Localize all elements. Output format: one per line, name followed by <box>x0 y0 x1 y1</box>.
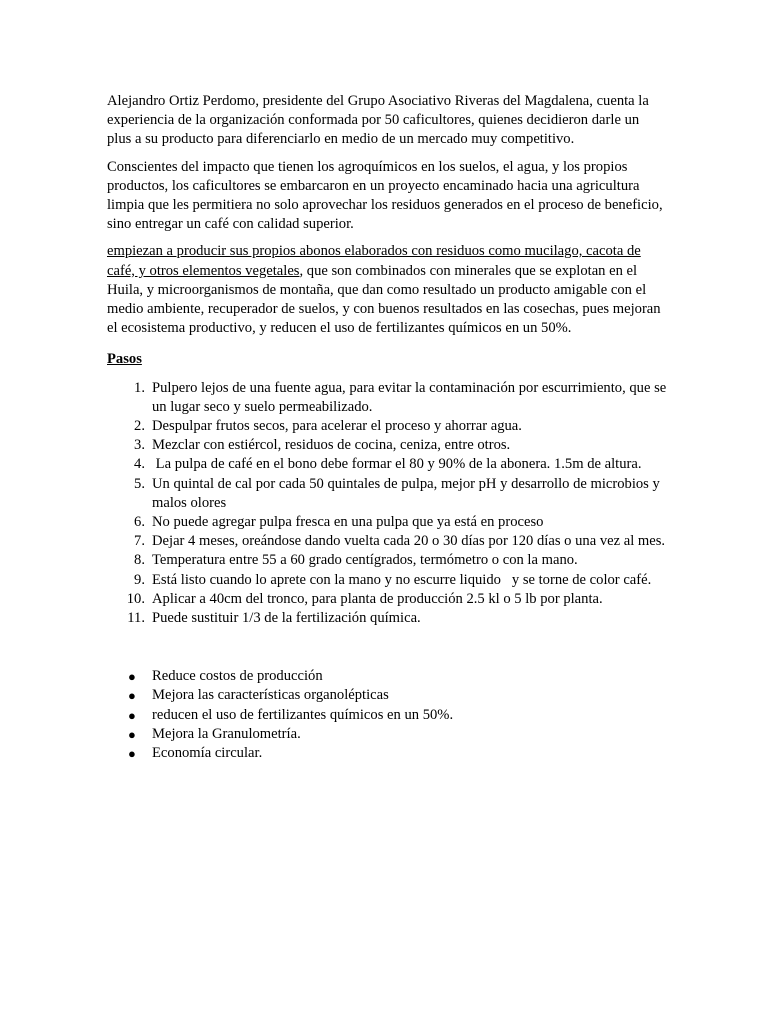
list-item <box>107 455 667 474</box>
list-item <box>107 551 667 570</box>
item-text: Temperatura entre 55 a 60 grado centígrados, termómetro o con la mano. <box>152 552 578 569</box>
bullet-icon: ● <box>128 726 136 742</box>
item-number: 10. <box>126 590 145 607</box>
bullet-icon: ● <box>128 669 136 685</box>
item-text: Un quintal de cal por cada 50 quintales de pulpa, mejor pH y desarrollo de microbios y malos olores <box>152 475 660 511</box>
spacer <box>107 628 667 667</box>
document-page <box>107 92 667 763</box>
item-text: Reduce costos de producción <box>152 668 323 685</box>
item-text: Economía circular. <box>152 745 263 762</box>
list-item <box>107 590 667 609</box>
intro-paragraph: Alejandro Ortiz Perdomo, presidente del Grupo Asociativo Riveras del Magdalena, cuenta la experiencia de la organización conformada por 50 caficultores, quienes decidieron darle un plus a su producto para diferenciarlo en medio de un mercado muy competitivo. <box>107 93 649 148</box>
list-item <box>107 686 667 705</box>
paragraph-rest: , que son combinados con minerales que se explotan en el Huila, y microorganismos de montaña, que dan como resultado un producto amigable con el medio ambiente, recuperador de suelos, y con buenos resultados en las cosechas, pues mejoran el ecosistema productivo, y reducen el uso de fertilizantes químicos en un 50%. <box>107 262 661 337</box>
item-number: 7. <box>134 533 145 550</box>
bullet-icon: ● <box>128 688 136 704</box>
item-number: 2. <box>134 418 145 435</box>
list-item <box>107 417 667 436</box>
list-item <box>107 667 667 686</box>
benefits-list <box>107 667 667 763</box>
steps-list <box>107 379 667 629</box>
steps-heading: Pasos <box>107 351 142 368</box>
list-item <box>107 513 667 532</box>
bullet-icon: ● <box>128 746 136 762</box>
item-text: Puede sustituir 1/3 de la fertilización química. <box>152 610 421 627</box>
list-item <box>107 706 667 725</box>
list-item <box>107 436 667 455</box>
list-item <box>107 379 667 417</box>
list-item <box>107 744 667 763</box>
item-number: 4. <box>134 456 145 473</box>
underlined-text: empiezan a producir sus propios abonos elaborados con residuos como mucilago, cacota de café, y otros elementos vegetales <box>107 243 641 279</box>
bullet-icon: ● <box>128 707 136 723</box>
item-text: Despulpar frutos secos, para acelerar el proceso y ahorrar agua. <box>152 418 522 435</box>
item-number: 5. <box>134 475 145 492</box>
list-item <box>107 571 667 590</box>
item-text: Mejora la Granulometría. <box>152 725 301 742</box>
item-number: 9. <box>134 571 145 588</box>
item-text: La pulpa de café en el bono debe formar el 80 y 90% de la abonera. 1.5m de altura. <box>152 456 642 473</box>
item-text: Aplicar a 40cm del tronco, para planta de producción 2.5 kl o 5 lb por planta. <box>152 590 603 607</box>
item-number: 6. <box>134 514 145 531</box>
list-item <box>107 475 667 513</box>
item-text: Pulpero lejos de una fuente agua, para evitar la contaminación por escurrimiento, que se un lugar seco y suelo permeabilizado. <box>152 379 667 415</box>
process-paragraph <box>107 242 667 338</box>
context-paragraph: Conscientes del impacto que tienen los agroquímicos en los suelos, el agua, y los propios productos, los caficultores se embarcaron en un proyecto encaminado hacia una agricultura limpia que les permitiera no solo aprovechar los residuos generados en el proceso de beneficio, sino entregar un café con calidad superior. <box>107 158 663 233</box>
item-number: 8. <box>134 552 145 569</box>
list-item <box>107 532 667 551</box>
item-number: 3. <box>134 437 145 454</box>
list-item <box>107 609 667 628</box>
item-text: Mezclar con estiércol, residuos de cocina, ceniza, entre otros. <box>152 437 511 454</box>
item-text: reducen el uso de fertilizantes químicos en un 50%. <box>152 706 454 723</box>
list-item <box>107 725 667 744</box>
item-text: Dejar 4 meses, oreándose dando vuelta cada 20 o 30 días por 120 días o una vez al mes. <box>152 533 666 550</box>
item-text: Mejora las características organolépticas <box>152 687 389 704</box>
item-number: 11. <box>127 610 145 627</box>
item-text: No puede agregar pulpa fresca en una pulpa que ya está en proceso <box>152 514 544 531</box>
item-text: Está listo cuando lo aprete con la mano y no escurre liquido y se torne de color café. <box>152 571 652 588</box>
item-number: 1. <box>134 379 145 396</box>
